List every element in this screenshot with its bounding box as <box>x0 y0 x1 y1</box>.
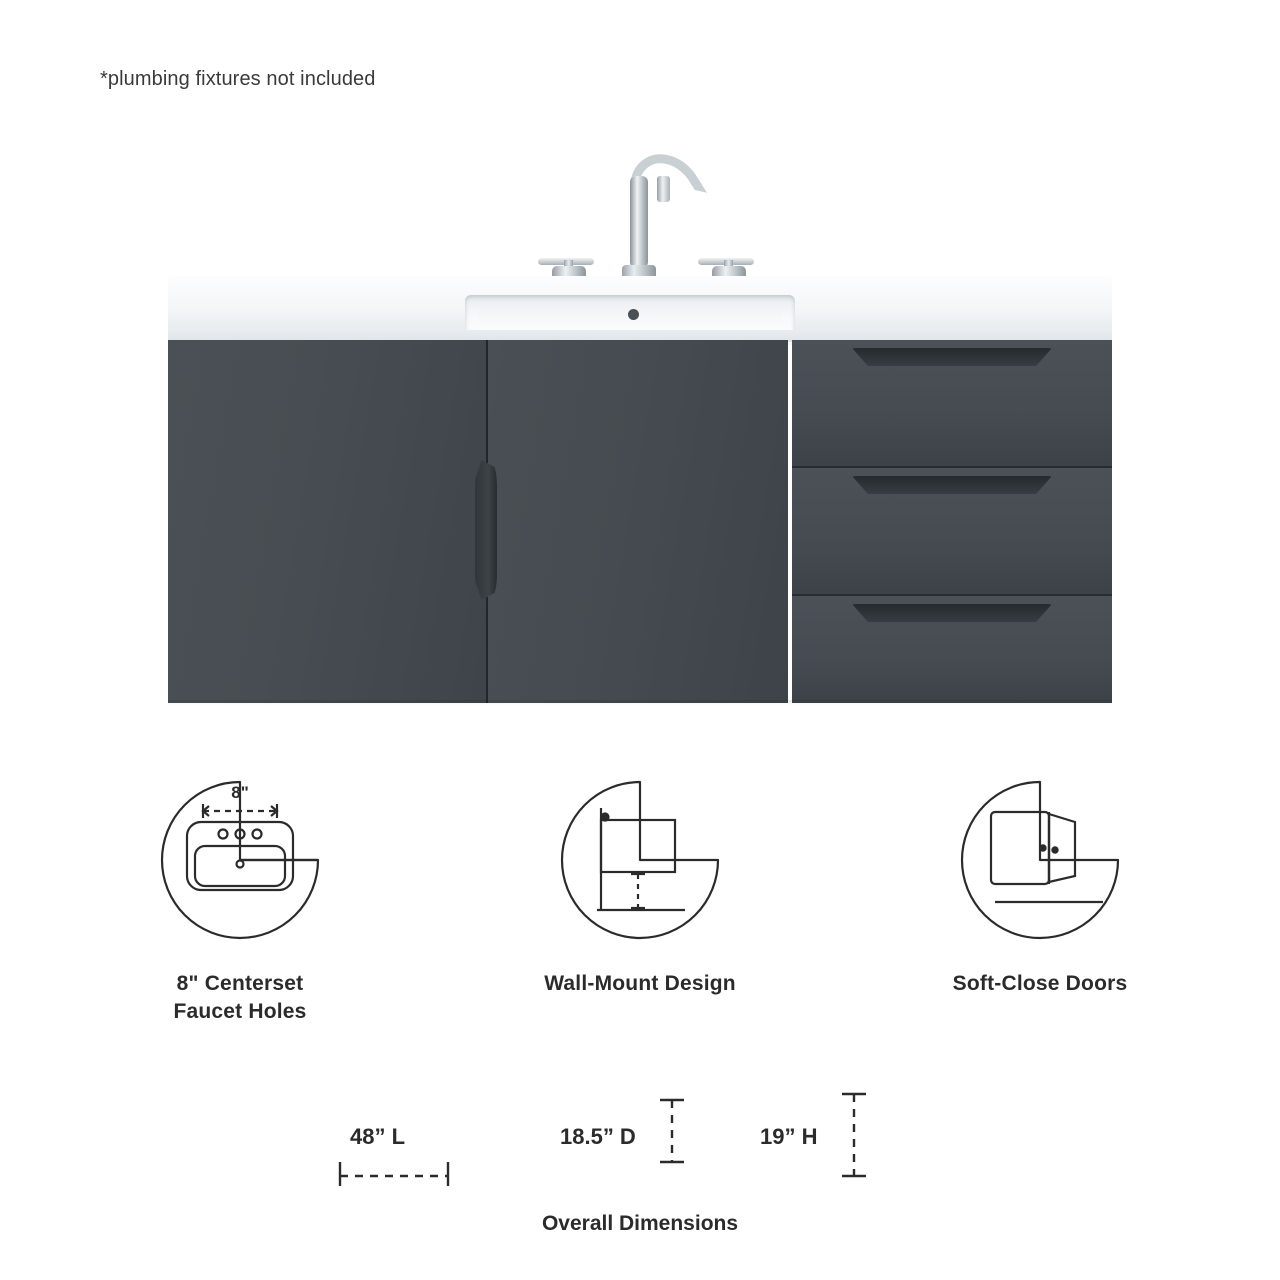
cabinet-door-left <box>168 340 486 703</box>
feature-list <box>60 770 1220 1026</box>
feature-label-line2: Faucet Holes <box>173 1000 307 1023</box>
dimension-depth-value: 18.5” D <box>560 1124 636 1149</box>
cabinet-door-handle <box>475 460 497 600</box>
drawer-middle <box>792 468 1112 596</box>
dimension-length <box>330 1090 560 1200</box>
feature-wall-mount-design <box>460 770 820 1026</box>
dimension-length-value: 48” L <box>350 1124 406 1149</box>
dimension-depth <box>560 1090 760 1200</box>
disclaimer-text: *plumbing fixtures not included <box>100 68 376 90</box>
sink-drain <box>628 309 639 320</box>
sink-faucet-holes-icon <box>60 770 420 970</box>
dimension-height-value: 19” H <box>760 1124 818 1149</box>
drawer-pull-icon <box>852 476 1052 494</box>
cabinet-door-right <box>488 340 788 703</box>
faucet-neck <box>630 176 648 268</box>
feature-label <box>860 970 1220 998</box>
cabinet-shadow <box>168 700 1112 705</box>
svg-text:8": 8" <box>231 783 249 802</box>
feature-label-line1: 8" Centerset <box>176 972 304 995</box>
faucet-spout <box>657 176 670 202</box>
drawer-top <box>792 340 1112 468</box>
overall-dimensions <box>0 1090 1280 1236</box>
dimensions-caption: Overall Dimensions <box>541 1212 739 1235</box>
dimension-height <box>760 1090 950 1200</box>
feature-soft-close-doors <box>860 770 1220 1026</box>
feature-centerset-faucet-holes <box>60 770 420 1026</box>
dimension-row <box>0 1090 1280 1200</box>
feature-label <box>460 970 820 998</box>
feature-label-line1: Wall-Mount Design <box>544 972 736 995</box>
cabinet-body <box>168 340 1112 703</box>
feature-label-line1: Soft-Close Doors <box>952 972 1128 995</box>
drawer-bottom <box>792 596 1112 703</box>
drawer-stack <box>792 340 1112 703</box>
drawer-pull-icon <box>852 348 1052 366</box>
soft-close-door-icon <box>860 770 1220 970</box>
feature-label <box>60 970 420 1026</box>
product-illustration <box>160 140 1120 720</box>
wall-mount-icon <box>460 770 820 970</box>
drawer-pull-icon <box>852 604 1052 622</box>
